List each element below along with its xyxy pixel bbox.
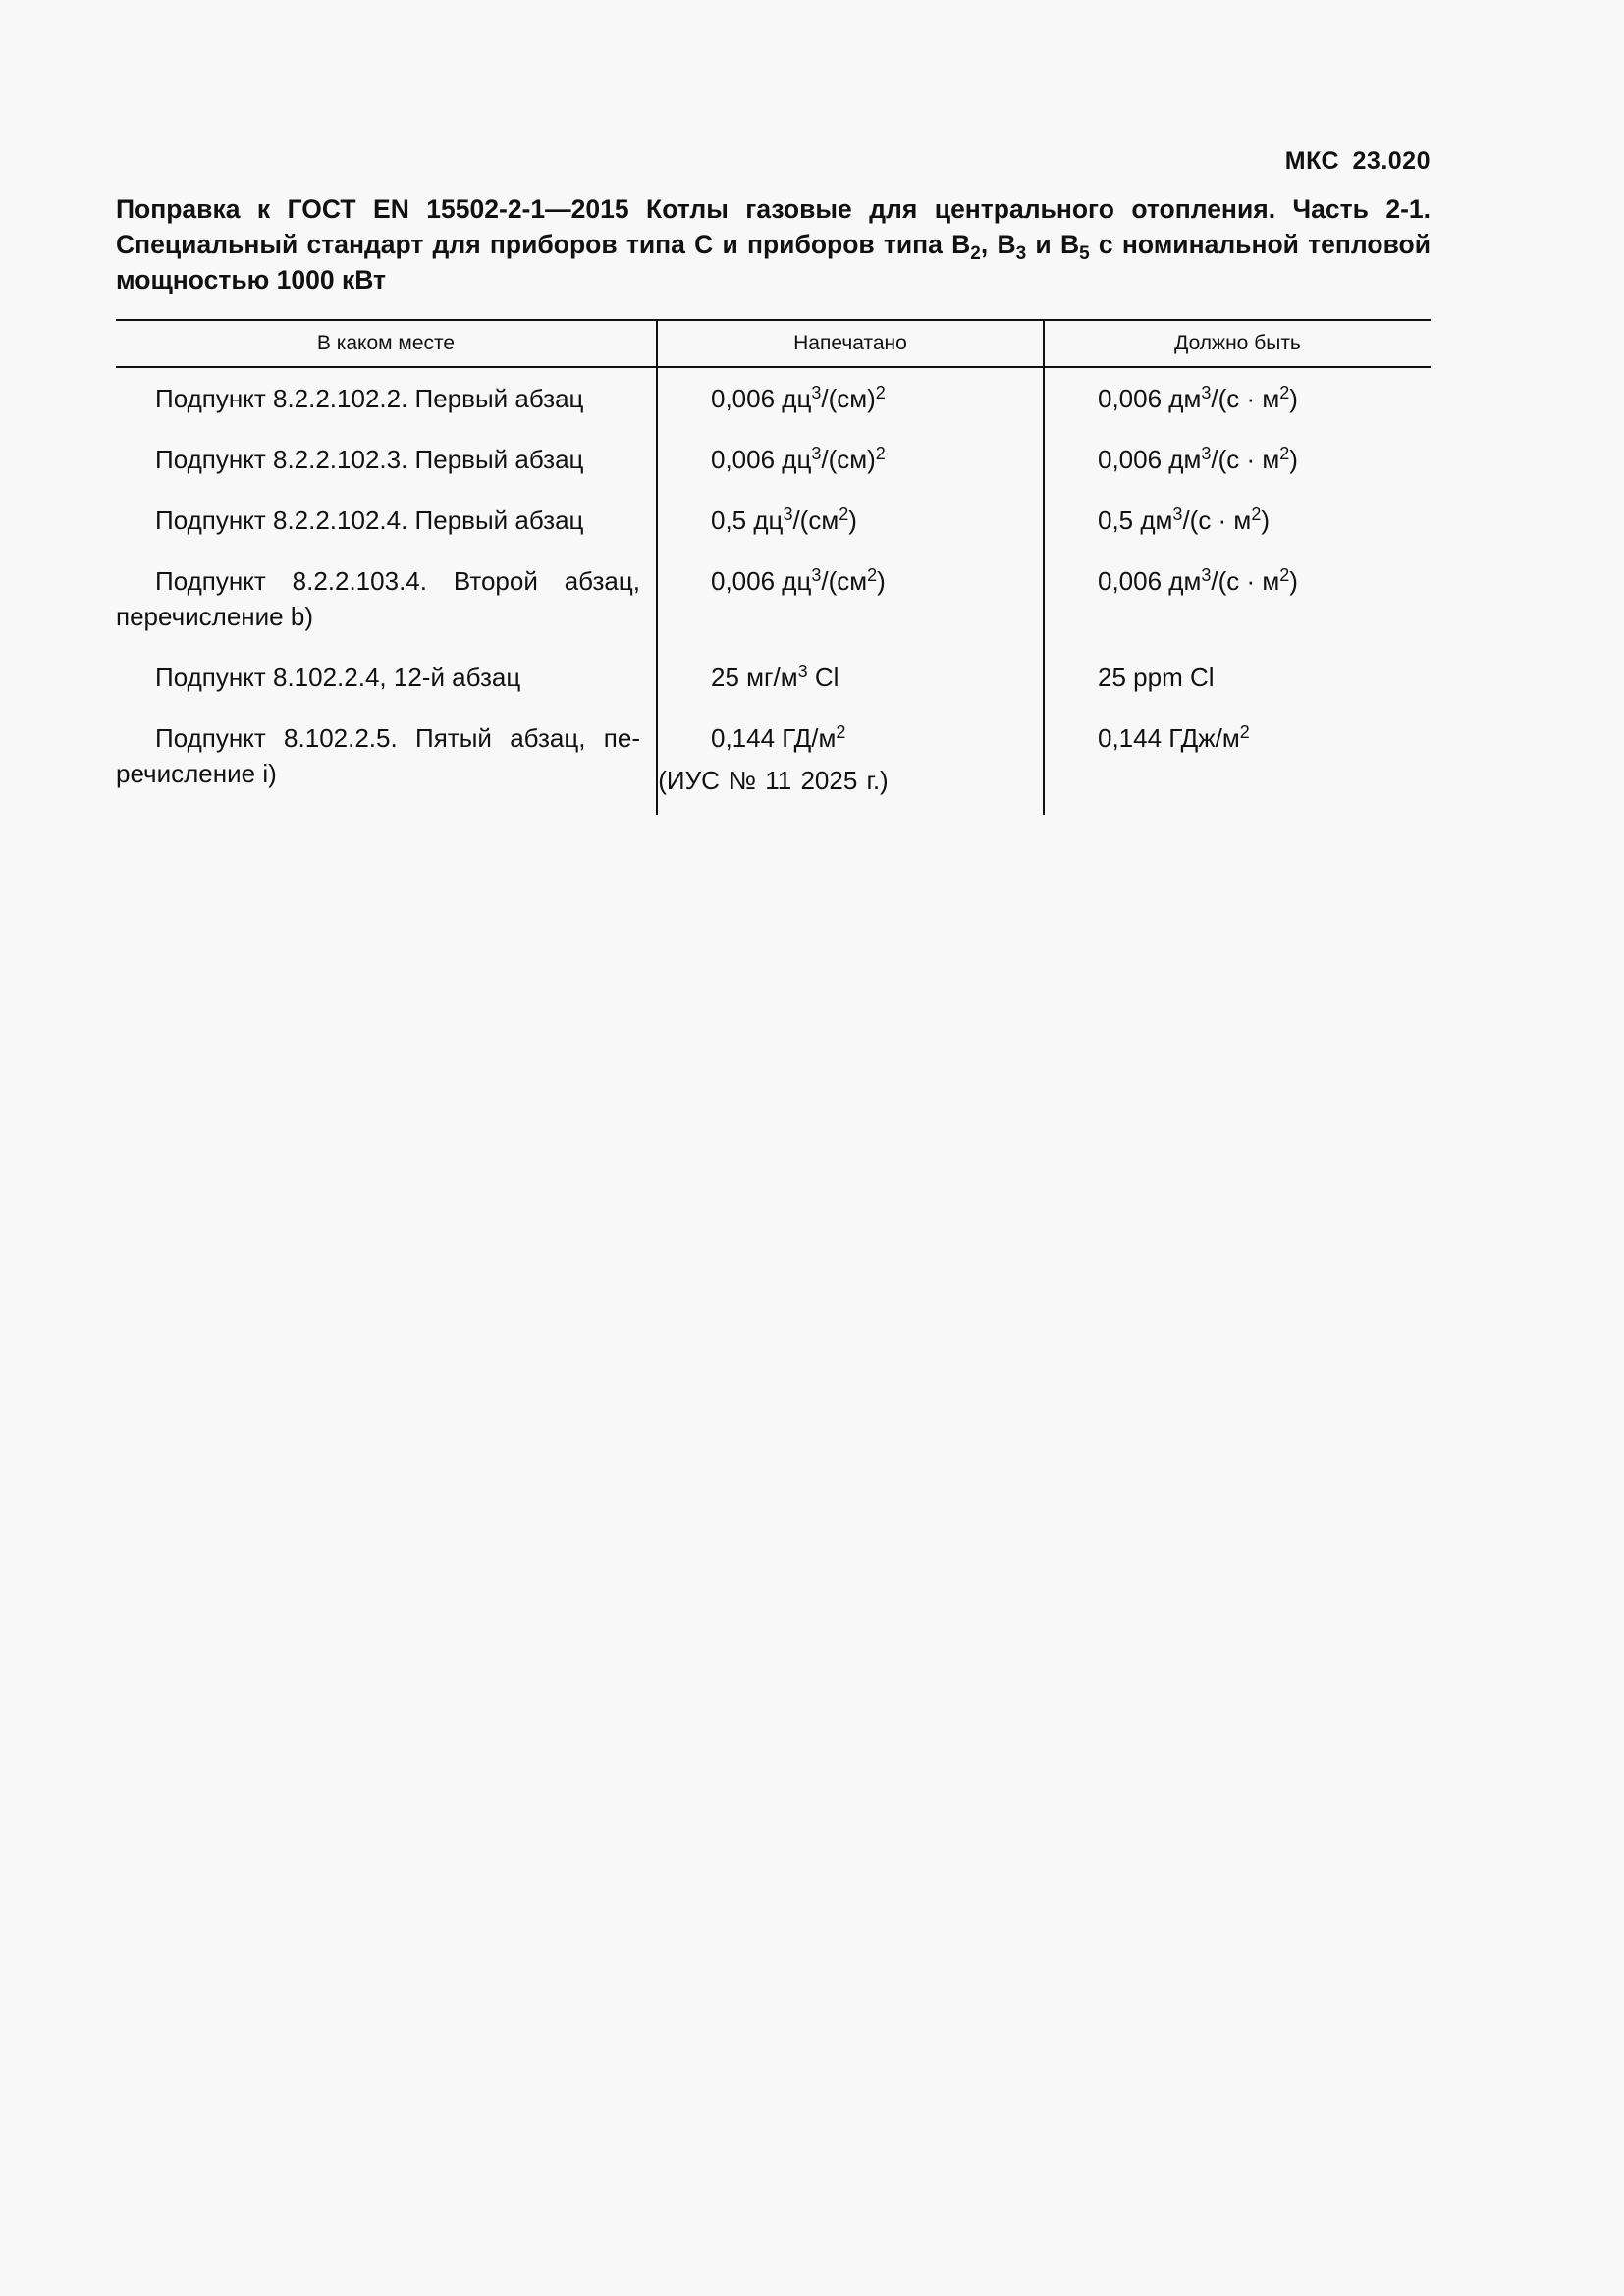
place-text: Подпункт 8.2.2.102.4. Первый абзац xyxy=(155,506,584,535)
title-text: , В xyxy=(980,230,1016,259)
cell-correct xyxy=(1044,367,1431,429)
value-text: ) xyxy=(877,566,886,596)
cell-printed xyxy=(657,708,1044,815)
value-text: 0,006 дц xyxy=(711,445,812,474)
value-text: ) xyxy=(1261,506,1270,535)
cell-place xyxy=(116,647,657,708)
value-text: 0,006 дц xyxy=(711,566,812,596)
value-text: ) xyxy=(1289,384,1298,413)
cell-correct xyxy=(1044,708,1431,815)
superscript: 2 xyxy=(1279,565,1290,585)
value-text: /(с · м xyxy=(1211,445,1280,474)
table-row xyxy=(116,429,1431,490)
title-text: Специальный стандарт для приборов типа С и приборов типа В xyxy=(116,230,971,259)
superscript: 3 xyxy=(811,565,822,585)
value-text: /(с · м xyxy=(1211,384,1280,413)
cell-printed xyxy=(657,429,1044,490)
cell-place xyxy=(116,490,657,551)
superscript: 3 xyxy=(1201,565,1212,585)
table-row xyxy=(116,708,1431,815)
value-text: /(с · м xyxy=(1182,506,1252,535)
superscript: 2 xyxy=(1251,505,1262,524)
title-text: и В xyxy=(1026,230,1080,259)
superscript: 2 xyxy=(875,383,886,402)
title-line-2 xyxy=(116,227,1431,262)
header-printed: Напечатано xyxy=(657,320,1044,367)
cell-correct xyxy=(1044,429,1431,490)
corrections-table xyxy=(116,319,1431,815)
cell-correct xyxy=(1044,490,1431,551)
subscript: 5 xyxy=(1079,243,1090,264)
value-text: Cl xyxy=(807,663,839,692)
place-text: Подпункт 8.2.2.102.3. Первый абзац xyxy=(155,445,584,474)
value-text: ) xyxy=(1289,445,1298,474)
superscript: 3 xyxy=(1201,444,1212,463)
cell-place xyxy=(116,708,657,815)
subscript: 2 xyxy=(970,243,981,264)
header-correct: Должно быть xyxy=(1044,320,1431,367)
place-text: Подпункт 8.102.2.4, 12-й абзац xyxy=(155,663,521,692)
table-row xyxy=(116,551,1431,647)
cell-printed xyxy=(657,551,1044,647)
superscript: 2 xyxy=(839,505,849,524)
document-title xyxy=(116,191,1431,297)
table-row xyxy=(116,490,1431,551)
superscript: 2 xyxy=(1239,722,1250,742)
place-text: Подпункт 8.2.2.103.4. Второй абзац, перечисление b) xyxy=(116,566,640,631)
value-text: ) xyxy=(848,506,857,535)
superscript: 2 xyxy=(1279,444,1290,463)
superscript: 3 xyxy=(1201,383,1212,402)
title-line-3: мощностью 1000 кВт xyxy=(116,265,386,294)
value-text: /(см xyxy=(821,566,868,596)
value-text: 0,006 дм xyxy=(1098,566,1202,596)
table-row xyxy=(116,647,1431,708)
superscript: 3 xyxy=(811,383,822,402)
cell-printed xyxy=(657,647,1044,708)
value-text: ) xyxy=(1289,566,1298,596)
value-text: 0,006 дм xyxy=(1098,445,1202,474)
title-line-1: Поправка к ГОСТ EN 15502-2-1—2015 Котлы газовые для центрального отопления. Часть 2-1. xyxy=(116,194,1431,224)
value-text: 25 мг/м xyxy=(711,663,798,692)
superscript: 3 xyxy=(783,505,793,524)
value-text: /(см) xyxy=(821,384,876,413)
cell-correct xyxy=(1044,647,1431,708)
value-text: 0,006 дм xyxy=(1098,384,1202,413)
cell-printed xyxy=(657,490,1044,551)
cell-place xyxy=(116,367,657,429)
table-row xyxy=(116,367,1431,429)
value-text: 0,5 дц xyxy=(711,506,784,535)
mks-code: МКС 23.020 xyxy=(1284,147,1431,175)
superscript: 3 xyxy=(1172,505,1183,524)
superscript: 2 xyxy=(867,565,878,585)
value-text: 0,144 ГД/м xyxy=(711,723,837,753)
place-text: Подпункт 8.102.2.5. Пятый абзац, перечисление i) xyxy=(116,723,640,788)
cell-place xyxy=(116,429,657,490)
superscript: 3 xyxy=(797,662,808,681)
value-text: 0,006 дц xyxy=(711,384,812,413)
cell-printed xyxy=(657,367,1044,429)
value-text: /(см xyxy=(792,506,839,535)
value-text: 25 ppm Cl xyxy=(1098,663,1215,692)
superscript: 3 xyxy=(811,444,822,463)
cell-place xyxy=(116,551,657,647)
table-header-row xyxy=(116,320,1431,367)
value-text: /(с · м xyxy=(1211,566,1280,596)
value-text: 0,5 дм xyxy=(1098,506,1173,535)
superscript: 2 xyxy=(875,444,886,463)
place-text: Подпункт 8.2.2.102.2. Первый абзац xyxy=(155,384,584,413)
value-text: /(см) xyxy=(821,445,876,474)
ius-reference: (ИУС № 11 2025 г.) xyxy=(658,766,889,795)
subscript: 3 xyxy=(1015,243,1027,264)
superscript: 2 xyxy=(1279,383,1290,402)
value-text: 0,144 ГДж/м xyxy=(1098,723,1240,753)
cell-correct xyxy=(1044,551,1431,647)
title-text: с номинальной тепловой xyxy=(1089,230,1431,259)
superscript: 2 xyxy=(836,722,846,742)
header-place: В каком месте xyxy=(116,320,657,367)
